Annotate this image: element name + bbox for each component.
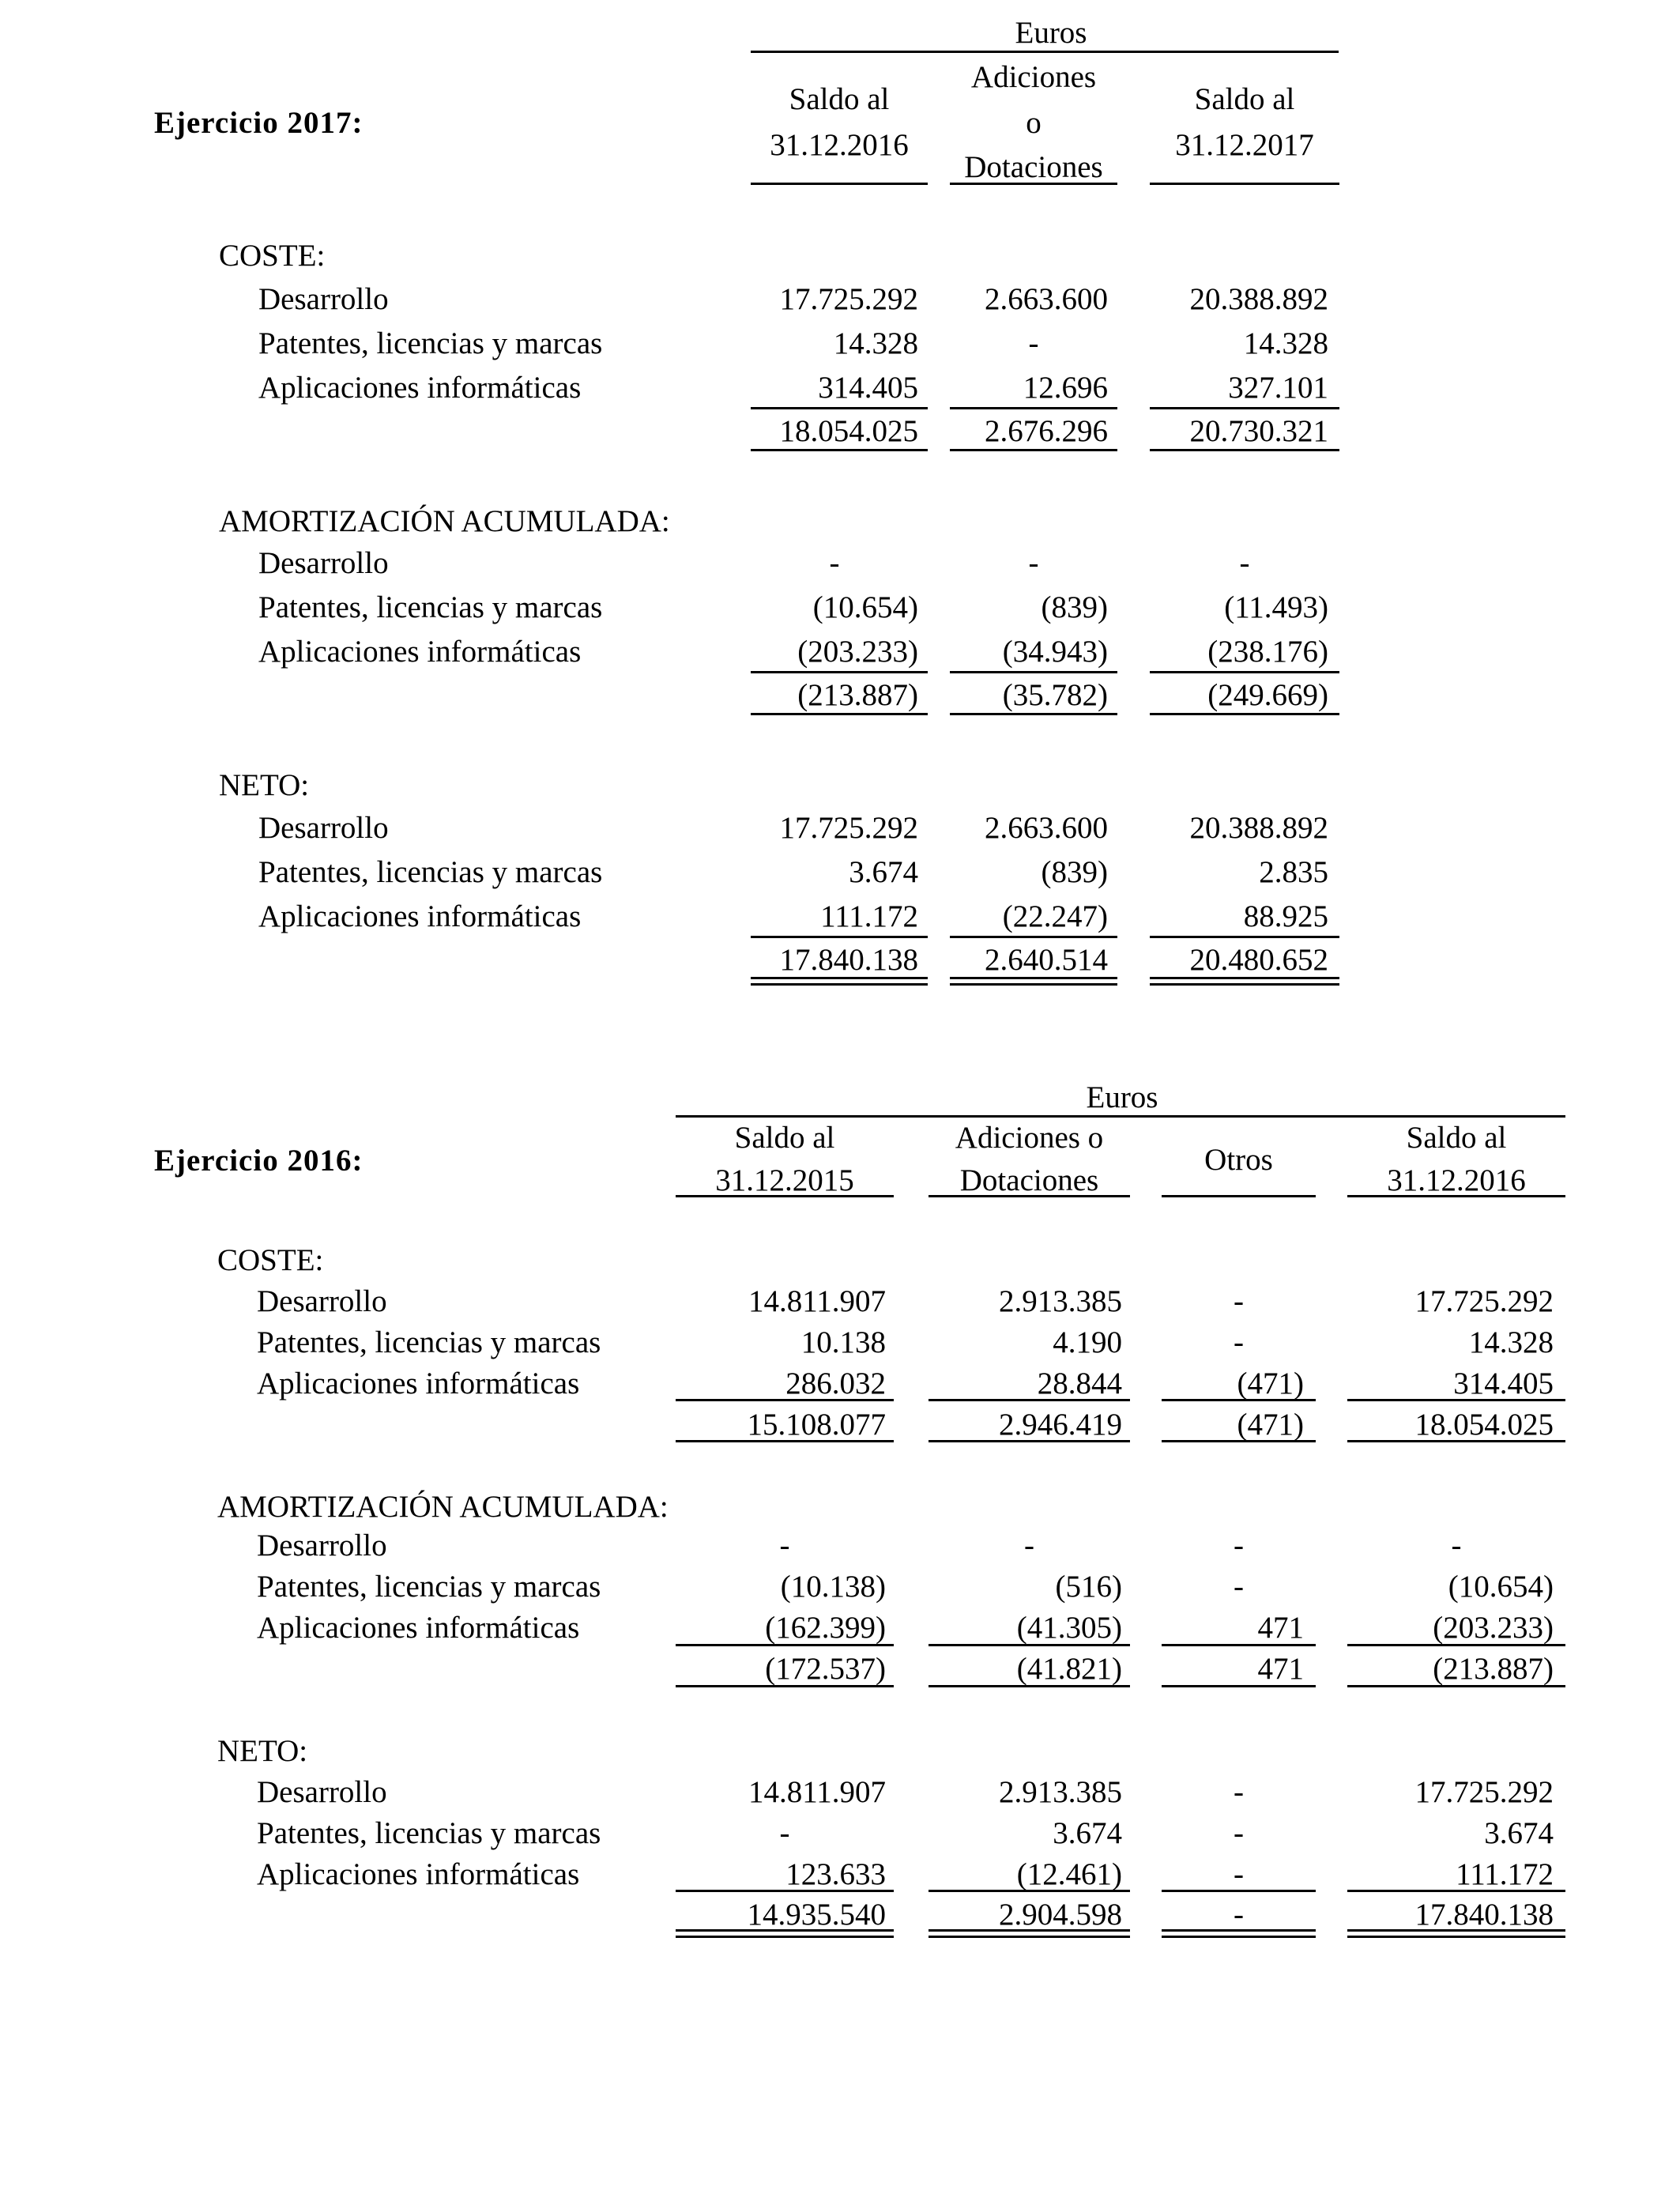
col-rule (751, 183, 928, 185)
section-title-neto: NETO: (217, 1734, 308, 1768)
col-rule (1150, 183, 1339, 185)
total-rule (751, 713, 928, 715)
double-total-rule (1162, 1929, 1316, 1938)
subtotal-rule (950, 671, 1117, 673)
ejercicio-2016-title: Ejercicio 2016: (154, 1144, 363, 1178)
total-rule (1347, 1685, 1565, 1687)
subtotal-rule (751, 671, 928, 673)
col-header-otros: Otros (1204, 1143, 1273, 1177)
total-rule (676, 1685, 894, 1687)
subtotal-rule (950, 407, 1117, 409)
subtotal-rule (1162, 1890, 1316, 1892)
ejercicio-2017-title: Ejercicio 2017: (154, 106, 363, 140)
section-title-coste: COSTE: (217, 1243, 324, 1277)
subtotal-rule (929, 1890, 1130, 1892)
total-rule (950, 449, 1117, 451)
subtotal-rule (1150, 407, 1339, 409)
subtotal-rule (751, 407, 928, 409)
double-total-rule (676, 1929, 894, 1938)
subtotal-rule (929, 1644, 1130, 1646)
subtotal-rule (676, 1890, 894, 1892)
double-total-rule (929, 1929, 1130, 1938)
subtotal-rule (1162, 1399, 1316, 1401)
col-rule (676, 1195, 894, 1197)
total-rule (751, 449, 928, 451)
subtotal-rule (1150, 936, 1339, 938)
total-rule (929, 1440, 1130, 1442)
section-title-amortizacion: AMORTIZACIÓN ACUMULADA: (219, 504, 670, 538)
total-rule (1150, 449, 1339, 451)
subtotal-rule (1347, 1399, 1565, 1401)
euros-rule-2016 (676, 1115, 1565, 1118)
total-rule (929, 1685, 1130, 1687)
section-title-amortizacion: AMORTIZACIÓN ACUMULADA: (217, 1490, 669, 1524)
total-rule (1347, 1440, 1565, 1442)
subtotal-rule (1162, 1644, 1316, 1646)
section-title-coste: COSTE: (219, 239, 326, 273)
col-rule (950, 183, 1117, 185)
euros-header-2017: Euros (1015, 16, 1087, 50)
section-title-neto: NETO: (219, 768, 310, 802)
subtotal-rule (676, 1644, 894, 1646)
total-rule (1150, 713, 1339, 715)
double-total-rule (950, 977, 1117, 986)
euros-rule-2017 (751, 51, 1339, 53)
subtotal-rule (676, 1399, 894, 1401)
subtotal-rule (950, 936, 1117, 938)
subtotal-rule (929, 1399, 1130, 1401)
subtotal-rule (751, 936, 928, 938)
total-rule (950, 713, 1117, 715)
total-rule (1162, 1685, 1316, 1687)
col-rule (929, 1195, 1130, 1197)
total-rule (1162, 1440, 1316, 1442)
total-rule (676, 1440, 894, 1442)
double-total-rule (1150, 977, 1339, 986)
col-rule (1162, 1195, 1316, 1197)
subtotal-rule (1347, 1890, 1565, 1892)
euros-header-2016: Euros (1086, 1080, 1158, 1114)
subtotal-rule (1347, 1644, 1565, 1646)
double-total-rule (751, 977, 928, 986)
double-total-rule (1347, 1929, 1565, 1938)
col-rule (1347, 1195, 1565, 1197)
subtotal-rule (1150, 671, 1339, 673)
